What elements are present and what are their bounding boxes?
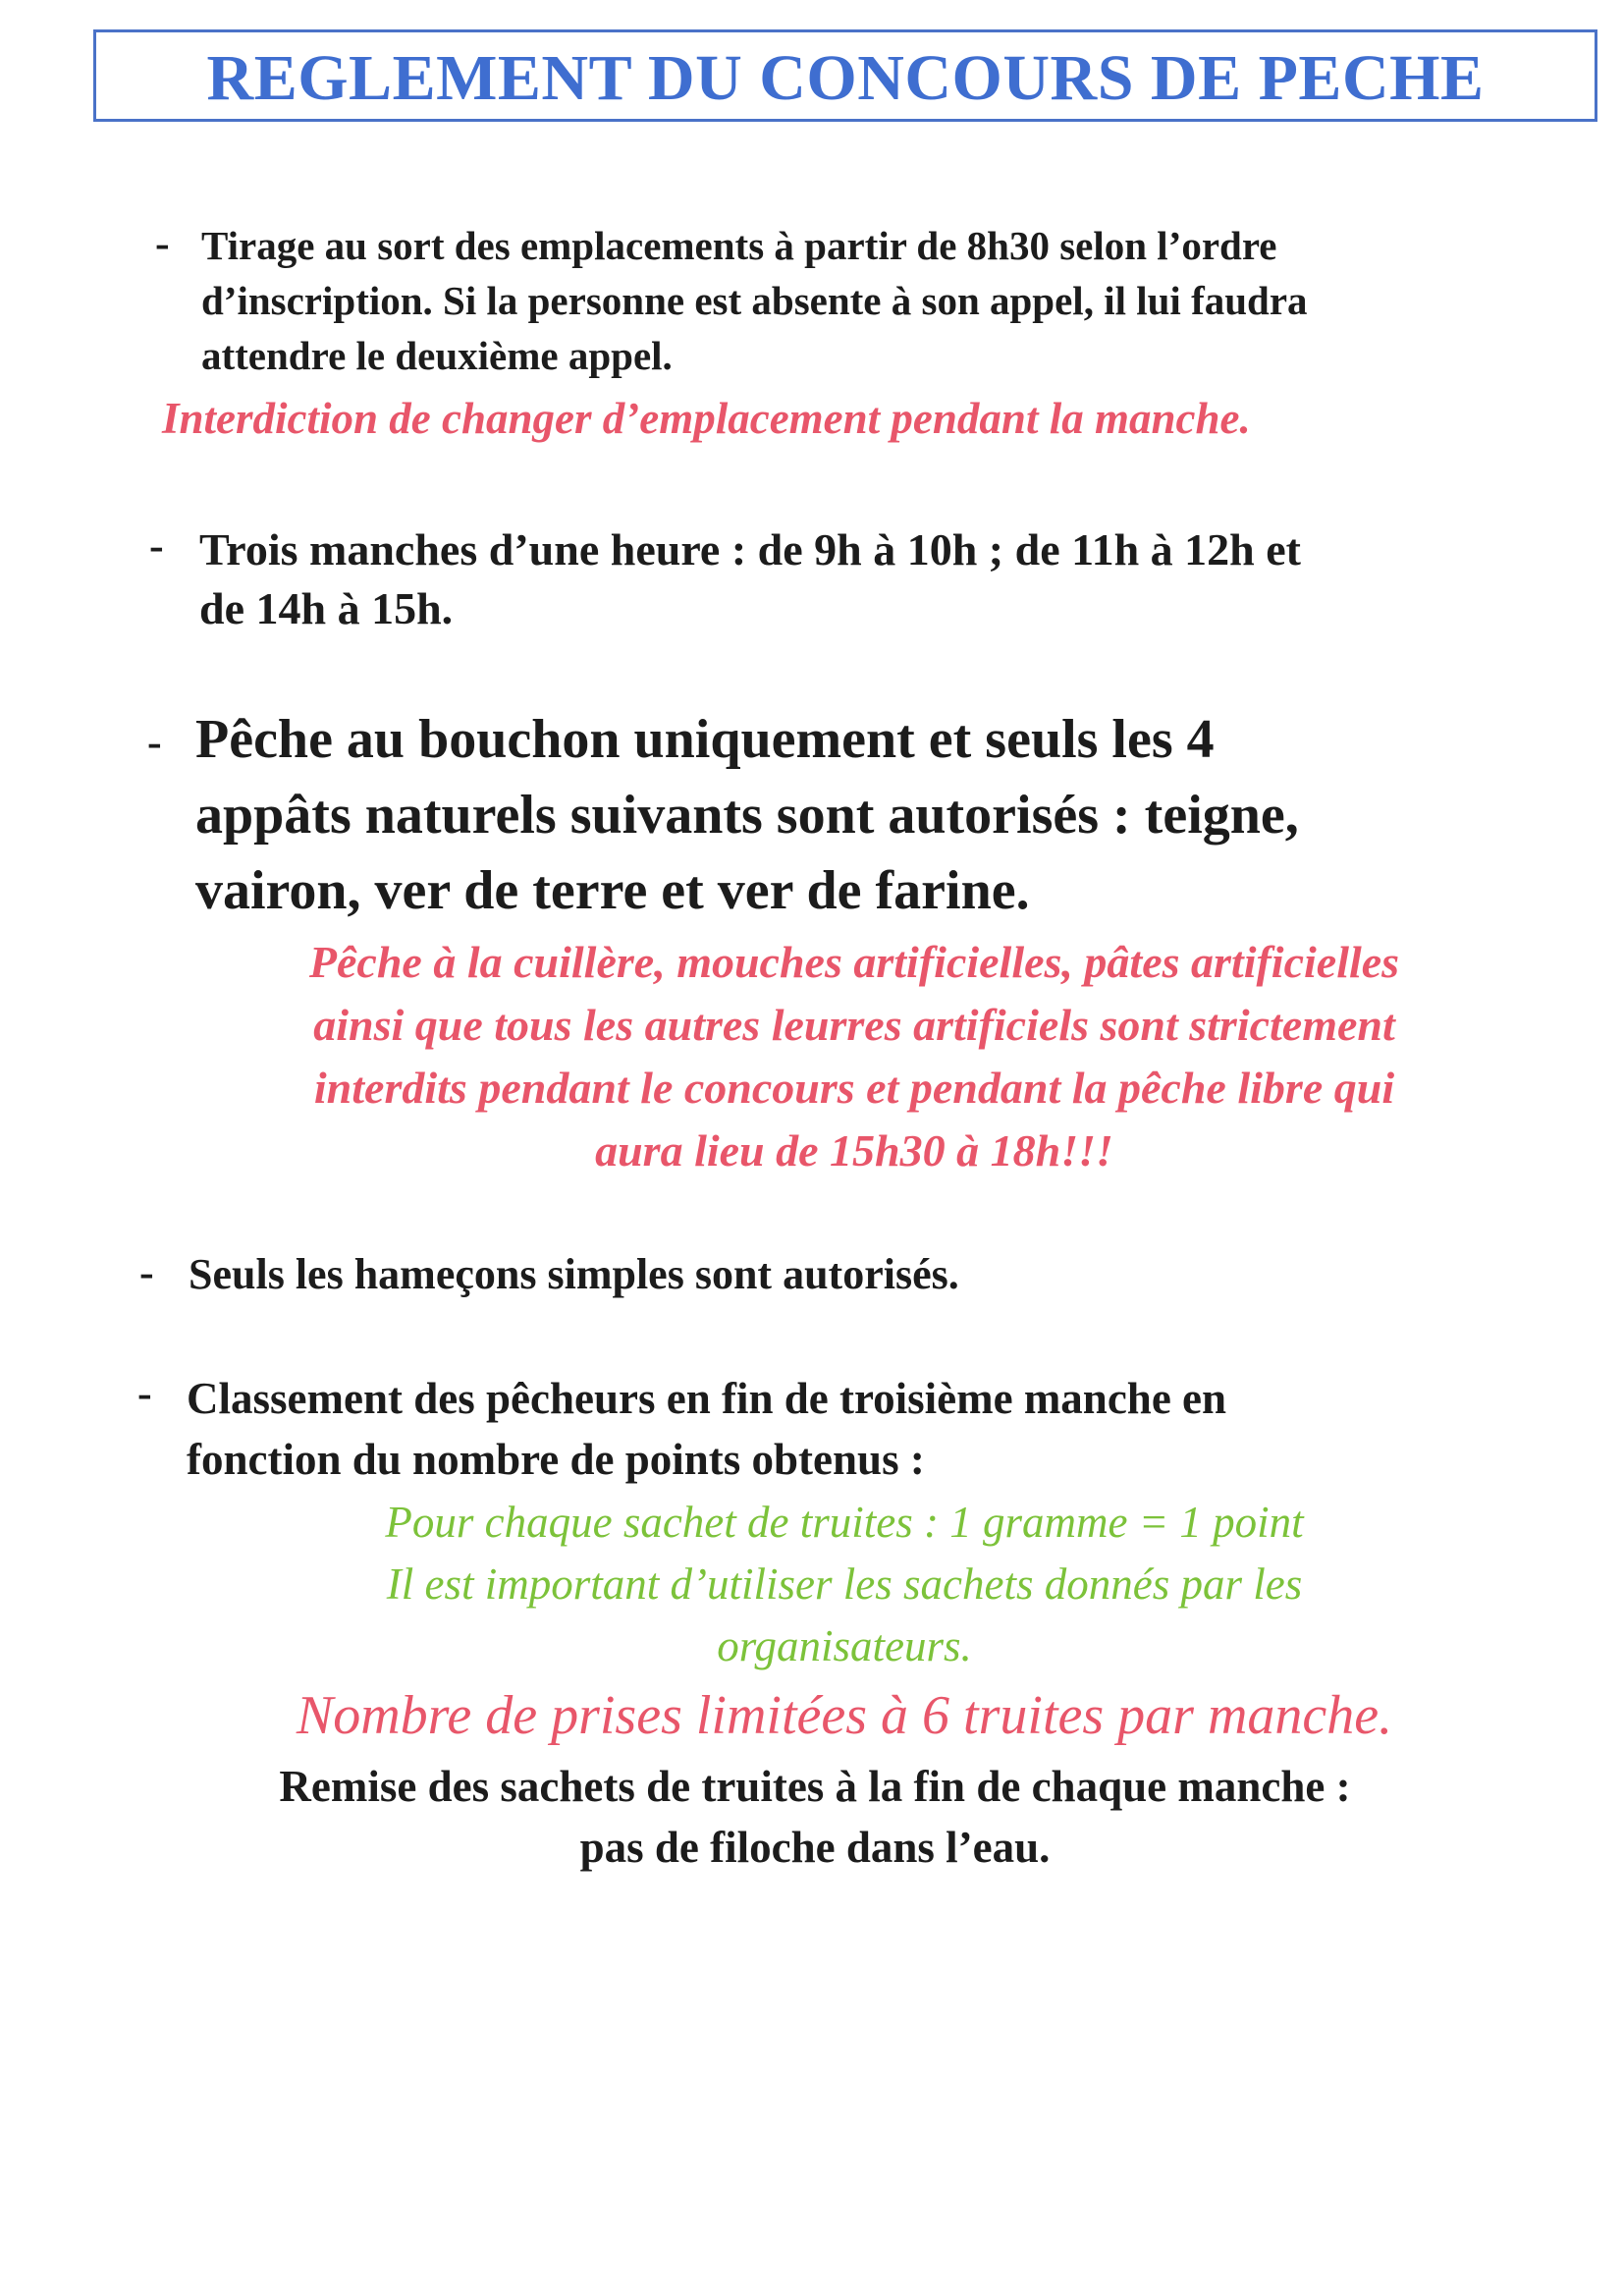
section-5-text: Classement des pêcheurs en fin de troisième manche en fonction du nombre de points obtenus :: [187, 1374, 1227, 1484]
section-4-text: Seuls les hameçons simples sont autorisés.: [189, 1250, 959, 1298]
section-1-warning: Interdiction de changer d’emplacement pendant la manche.: [162, 394, 1251, 443]
page-title: REGLEMENT DU CONCOURS DE PECHE: [206, 42, 1485, 114]
catch-limit: Nombre de prises limitées à 6 truites par manche.: [296, 1685, 1393, 1746]
title-box: [93, 29, 1597, 122]
section-1-text: Tirage au sort des emplacements à partir de 8h30 selon l’ordre d’inscription. Si la personne est absente à son appel, il lui faudra attendre le deuxième appel.: [201, 223, 1308, 378]
section-3-text: Pêche au bouchon uniquement et seuls les 4 appâts naturels suivants sont autorisés : teigne, vairon, ver de terre et ver de farine.: [195, 709, 1299, 921]
bullet-dash: -: [147, 718, 162, 766]
bullet-dash: -: [155, 219, 170, 267]
bullet-dash: -: [149, 521, 164, 570]
section-3-warning: Pêche à la cuillère, mouches artificielles, pâtes artificielles ainsi que tous les autres leurres artificiels sont strictement interdits pendant le concours et pendant la pêche libre qui aura lieu de 15h30 à 18h!!!: [308, 937, 1400, 1175]
submission-note: Remise des sachets de truites à la fin de chaque manche : pas de filoche dans l’eau.: [279, 1762, 1351, 1872]
bullet-dash: -: [137, 1369, 152, 1417]
section-2-text: Trois manches d’une heure : de 9h à 10h ; de 11h à 12h et de 14h à 15h.: [199, 524, 1301, 633]
bullet-dash: -: [139, 1248, 154, 1296]
scoring-rule: Pour chaque sachet de truites : 1 gramme = 1 point Il est important d’utiliser les sachets donnés par les organisateurs.: [385, 1498, 1304, 1670]
